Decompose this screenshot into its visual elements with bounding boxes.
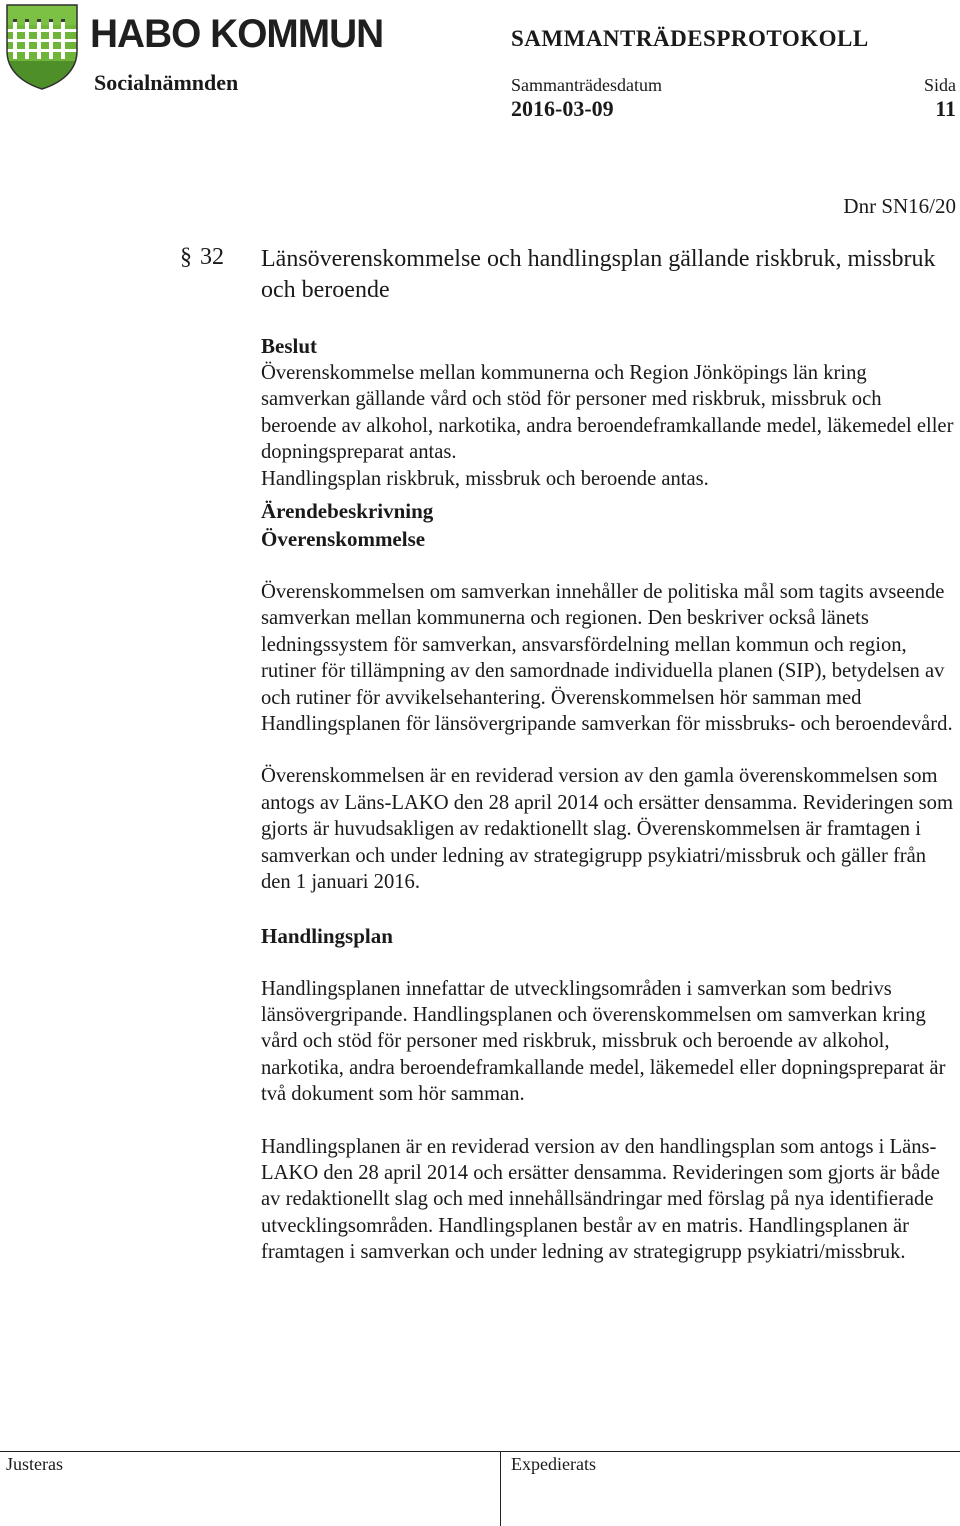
decision-text: Överenskommelse mellan kommunerna och Region Jönköpings län kring samverkan gällande vård och stöd för personer med riskbruk, missbruk och beroende av alkohol, narkotika, andra beroendeframkallande medel, läkemedel eller dopningspreparat antas. [261,362,954,464]
decision-text: Handlingsplan riskbruk, missbruk och beroende antas. [261,467,709,490]
footer-divider-horizontal [0,1451,960,1452]
habo-kommun-coat-of-arms-icon [5,3,79,91]
description-heading: Ärendebeskrivning [261,499,434,524]
section-number: 32 [200,244,224,270]
meeting-date: 2016-03-09 [511,96,614,121]
case-number: Dnr SN16/20 [843,194,956,218]
footer-divider-vertical [500,1451,501,1526]
action-plan-paragraph: Handlingsplanen innefattar de utvecklingsområden i samverkan som bedrivs länsövergripande. Handlingsplanen och överenskommelsen om samverkan kring vård och stöd för personer med riskbruk, missbruk och beroende av alkohol, narkotika, andra beroendeframkallande medel, läkemedel eller dopningspreparat är två dokument som hör samman. [261,977,946,1106]
expedierats-label: Expedierats [511,1454,596,1474]
section-title: Länsöverenskommelse och handlingsplan gällande riskbruk, missbruk och beroende [261,246,936,303]
decision-heading: Beslut [261,334,318,358]
action-plan-heading: Handlingsplan [261,923,393,948]
meeting-date-label: Sammanträdesdatum [511,75,662,95]
committee-name: Socialnämnden [94,70,239,95]
document-type: SAMMANTRÄDESPROTOKOLL [511,26,869,51]
description-paragraph: Överenskommelsen är en reviderad version av den gamla överenskommelsen som antogs av Läns-LAKO den 28 april 2014 och ersätter densamma. Revideringen som gjorts är huvudsakligen av redaktionellt slag. Överenskommelsen är framtagen i samverkan och under ledning av strategigrupp psykiatri/missbruk och gäller från den 1 januari 2016. [261,765,953,894]
org-name: HABO KOMMUN [90,12,384,56]
document-body [261,332,960,1266]
page-label: Sida [923,75,956,95]
section-symbol: § [180,244,192,270]
action-plan-paragraph: Handlingsplanen är en reviderad version av den handlingsplan som antogs i Läns-LAKO den 28 april 2014 och ersätter densamma. Revideringen som gjorts är både av redaktionellt slag och med innehållsändringar med förslag på nya identifierade utvecklingsområden. Handlingsplanen består av en matris. Handlingsplanen är framtagen i samverkan och under ledning av strategigrupp psykiatri/missbruk. [261,1135,940,1264]
agreement-subheading: Överenskommelse [261,527,426,552]
page-number: 11 [935,96,956,121]
description-paragraph: Överenskommelsen om samverkan innehåller de politiska mål som tagits avseende samverkan mellan kommunerna och regionen. Den beskriver också länets ledningssystem för samverkan, ansvarsfördelning mellan kommun och region, rutiner för tillämpning av den samordnade individuella planen (SIP), betydelsen av och rutiner för avvikelsehantering. Överenskommelsen hör samman med Handlingsplanen för länsövergripande samverkan för missbruks- och beroendevård. [261,581,953,736]
justeras-label: Justeras [6,1454,63,1474]
